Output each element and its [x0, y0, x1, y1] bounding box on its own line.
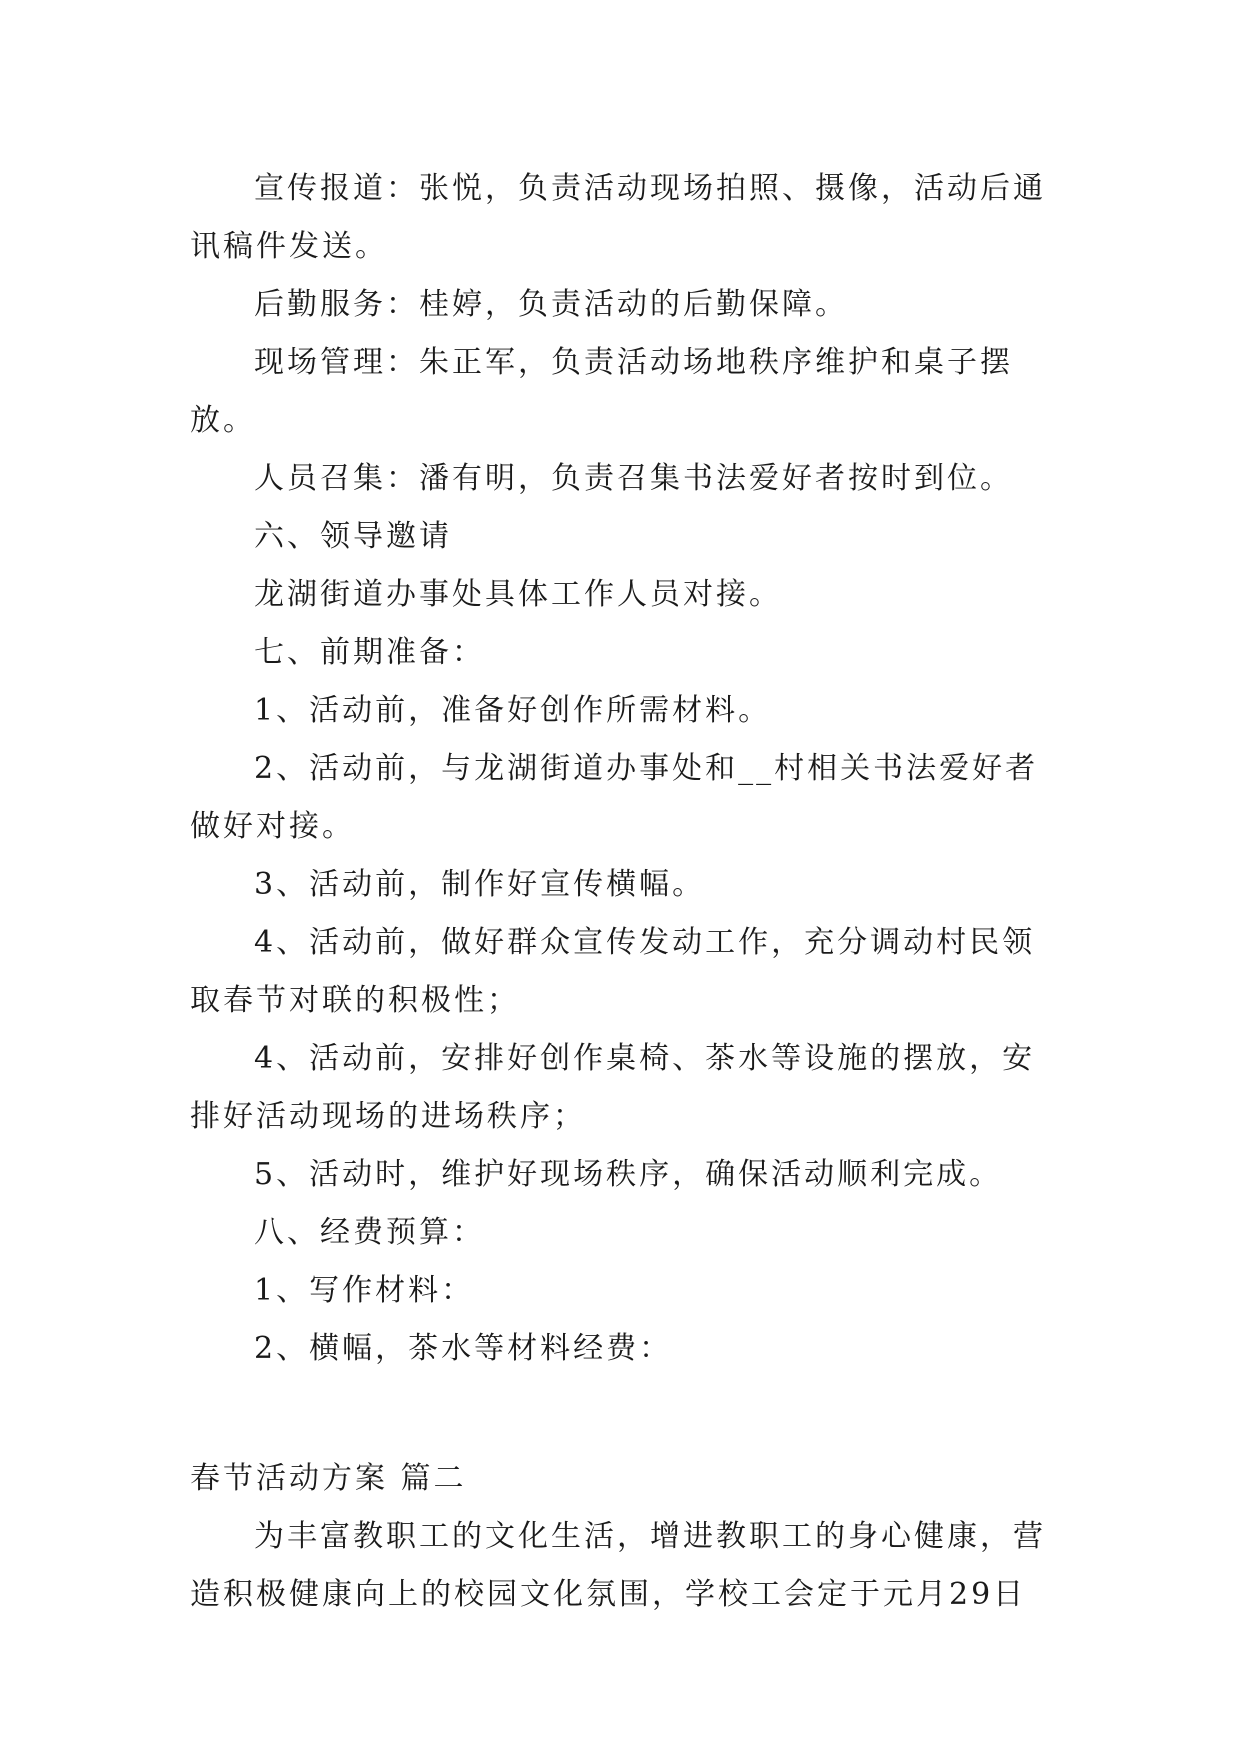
list-item: 1、写作材料： [254, 1273, 475, 1308]
list-item: 1、活动前，准备好创作所需材料。 [254, 693, 772, 728]
section-heading-eight: 八、经费预算： [254, 1215, 485, 1250]
list-item: 2、活动前，与龙湖街道办事处和__村相关书法爱好者做好对接。 [190, 751, 1039, 844]
list-item: 4、活动前，安排好创作桌椅、茶水等设施的摆放，安排好活动现场的进场秩序； [190, 1041, 1036, 1134]
section-title: 春节活动方案 篇二 [190, 1461, 467, 1496]
list-item: 4、活动前，做好群众宣传发动工作，充分调动村民领取春节对联的积极性； [190, 925, 1036, 1018]
section-heading-six: 六、领导邀请 [254, 519, 452, 554]
list-item: 3、活动前，制作好宣传横幅。 [254, 867, 706, 902]
paragraph-logistics: 后勤服务：桂婷，负责活动的后勤保障。 [254, 287, 848, 322]
section-paragraph: 为丰富教职工的文化生活，增进教职工的身心健康，营造积极健康向上的校园文化氛围，学校工会定于元月29日 [190, 1519, 1046, 1612]
section-heading-seven: 七、前期准备： [254, 635, 485, 670]
document-body [190, 160, 1050, 1624]
list-item: 2、横幅，茶水等材料经费： [254, 1331, 673, 1366]
paragraph-site-management: 现场管理：朱正军，负责活动场地秩序维护和桌子摆放。 [190, 345, 1013, 438]
paragraph-leader-invitation: 龙湖街道办事处具体工作人员对接。 [254, 577, 782, 612]
list-item: 5、活动时，维护好现场秩序，确保活动顺利完成。 [254, 1157, 1003, 1192]
paragraph-personnel-gathering: 人员召集：潘有明，负责召集书法爱好者按时到位。 [254, 461, 1013, 496]
paragraph-publicity: 宣传报道：张悦，负责活动现场拍照、摄像，活动后通讯稿件发送。 [190, 171, 1046, 264]
